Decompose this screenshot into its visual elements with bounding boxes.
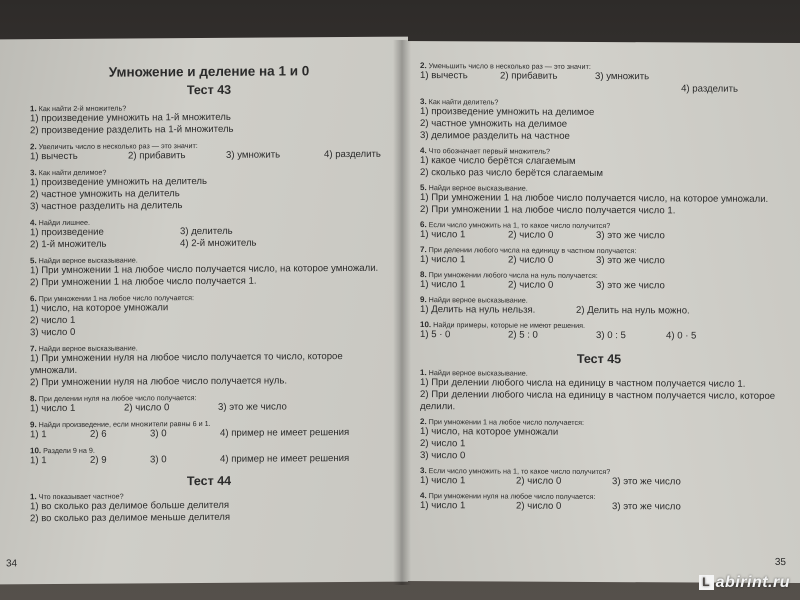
test-45-question-2: 2. При умножении 1 на любое число получается: 1) число, на которое умножали 2) число 1 3) число 0 xyxy=(420,417,584,462)
book-gutter xyxy=(393,40,411,585)
question-8: 8. При умножении любого числа на нуль получается: 1) число 1 2) число 0 3) это же число xyxy=(420,270,665,292)
question-2: 2. Уменьшить число в несколько раз — это значит: 1) вычесть 2) прибавить 3) умножить 4) разделить xyxy=(420,61,738,95)
question-8: 8. При делении нуля на любое число получается: 1) число 1 2) число 0 3) это же число xyxy=(30,393,287,415)
right-page xyxy=(400,41,800,583)
question-10: 10. Раздели 9 на 9. 1) 1 2) 9 3) 0 4) пример не имеет решения xyxy=(30,445,350,467)
question-10: 10. Найди примеры, которые не имеют решения. 1) 5 · 0 2) 5 : 0 3) 0 : 5 4) 0 · 5 xyxy=(420,320,697,342)
test-45-question-3: 3. Если число умножить на 1, то какое число получится? 1) число 1 2) число 0 3) это же число xyxy=(420,466,681,488)
question-5: 5. Найди верное высказывание. 1) При умножении 1 на любое число получается число, на которое умножали. 2) При умножении 1 на любое число получается число 1. xyxy=(420,183,769,217)
watermark-logo: L abirint.ru xyxy=(699,574,790,592)
test-43-heading: Тест 43 xyxy=(186,82,232,98)
question-3: 3. Как найти делимое? 1) произведение умножить на делитель 2) частное умножить на делитель 3) частное разделить на делитель xyxy=(30,167,207,213)
page-number-right: 35 xyxy=(774,556,786,568)
question-3: 3. Как найти делитель? 1) произведение умножить на делимое 2) частное умножить на делимое 3) делимое разделить на частное xyxy=(420,97,595,142)
question-6: 6. Если число умножить на 1, то какое число получится? 1) число 1 2) число 0 3) это же число xyxy=(420,220,665,242)
section-title: Умножение и деление на 1 и 0 xyxy=(108,63,310,80)
page-number-left: 34 xyxy=(6,558,18,570)
test-44-heading: Тест 44 xyxy=(186,473,232,489)
question-4: 4. Что обозначает первый множитель? 1) какое число берётся слагаемым 2) сколько раз число берётся слагаемым xyxy=(420,146,603,180)
left-page xyxy=(0,37,408,585)
question-9: 9. Найди произведение, если множители равны 6 и 1. 1) 1 2) 6 3) 0 4) пример не имеет решения xyxy=(30,418,350,441)
question-2: 2. Увеличить число в несколько раз — это значит: 1) вычесть 2) прибавить 3) умножить 4) разделить xyxy=(30,141,381,163)
test-45-heading: Тест 45 xyxy=(576,351,622,367)
question-5: 5. Найди верное высказывание. 1) При умножении 1 на любое число получается число, на которое умножали. 2) При умножении 1 на любое число получается 1. xyxy=(30,255,379,289)
test-45-question-1: 1. Найди верное высказывание. 1) При делении любого числа на единицу в частном получается число 1. 2) При делении любого числа на единицу в частном получается число, которое делили. xyxy=(420,368,776,413)
test-45-question-4: 4. При умножении нуля на любое число получается: 1) число 1 2) число 0 3) это же число xyxy=(420,491,681,513)
question-6: 6. При умножении 1 на любое число получается: 1) число, на которое умножали 2) число 1 3) число 0 xyxy=(30,293,194,339)
question-1: 1. Как найти 2-й множитель? 1) произведение умножить на 1-й множитель 2) произведение разделить на 1-й множитель xyxy=(30,103,234,137)
test-44-question-1: 1. Что показывает частное? 1) во сколько раз делимое больше делителя 2) во сколько раз делимое меньше делителя xyxy=(30,491,231,525)
question-4: 4. Найди лишнее. 1) произведение 3) делитель 2) 1-й множитель 4) 2-й множитель xyxy=(30,217,257,251)
question-7: 7. Найди верное высказывание. 1) При умножении нуля на любое число получается то число, которое умножали. 2) При умножении нуля на любое число получается нуль. xyxy=(30,343,343,389)
question-7: 7. При делении любого числа на единицу в частном получается: 1) число 1 2) число 0 3) это же число xyxy=(420,245,665,267)
question-9: 9. Найди верное высказывание. 1) Делить на нуль нельзя. 2) Делить на нуль можно. xyxy=(420,295,690,317)
